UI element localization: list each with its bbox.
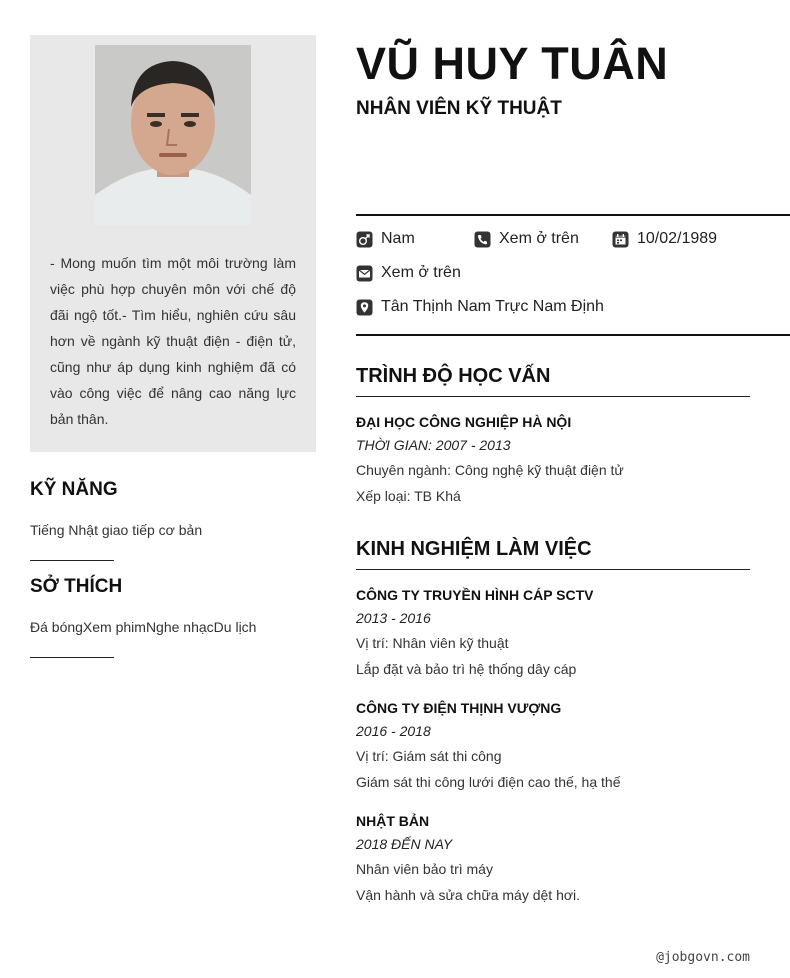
education-divider xyxy=(356,396,750,397)
experience-description: Lắp đặt và bảo trì hệ thống dây cáp xyxy=(356,661,577,677)
birthday-value: 10/02/1989 xyxy=(637,230,718,247)
gender-icon xyxy=(356,231,373,248)
hobbies-list: Đá bóngXem phimNghe nhạcDu lịch xyxy=(30,619,257,635)
skills-list: Tiếng Nhật giao tiếp cơ bản xyxy=(30,522,203,538)
portrait-image xyxy=(95,45,251,225)
education-title: TRÌNH ĐỘ HỌC VẤN xyxy=(356,365,551,387)
job-title: NHÂN VIÊN KỸ THUẬT xyxy=(356,98,562,119)
skills-divider xyxy=(30,560,114,561)
career-objective: - Mong muốn tìm một môi trường làm việc phù hợp chuyên môn với chế độ đãi ngộ tốt.- Tìm hiểu, nghiên cứu sâu hơn về ngành kỹ thuật điện - điện tử, cũng như áp dụng kinh nghiệm đã có vào công việc để nâng cao năng lực bản thân. xyxy=(50,255,296,427)
gender-value: Nam xyxy=(381,230,415,247)
skills-title: KỸ NĂNG xyxy=(30,479,118,500)
experience-description: Vận hành và sửa chữa máy dệt hơi. xyxy=(356,887,581,903)
experience-org: CÔNG TY ĐIỆN THỊNH VƯỢNG xyxy=(356,700,562,716)
education-major: Chuyên ngành: Công nghệ kỹ thuật điện tử xyxy=(356,462,624,478)
contact-bottom-divider xyxy=(356,334,790,336)
experience-org: CÔNG TY TRUYỀN HÌNH CÁP SCTV xyxy=(356,587,594,603)
contact-birthday xyxy=(612,230,717,248)
experience-time: 2013 - 2016 xyxy=(356,610,431,626)
contact-top-divider xyxy=(356,214,790,216)
address-value: Tân Thịnh Nam Trực Nam Định xyxy=(381,298,604,315)
profile-photo xyxy=(95,45,251,225)
experience-description: Giám sát thi công lưới điện cao thế, hạ thế xyxy=(356,774,621,790)
experience-position: Nhân viên bảo trì máy xyxy=(356,861,493,877)
footer-credit: @jobgovn.com xyxy=(656,950,750,965)
contact-address xyxy=(356,298,604,316)
experience-time: 2016 - 2018 xyxy=(356,723,431,739)
experience-position: Vị trí: Nhân viên kỹ thuật xyxy=(356,635,509,651)
education-grade: Xếp loại: TB Khá xyxy=(356,488,461,504)
experience-divider xyxy=(356,569,750,570)
contact-gender xyxy=(356,230,415,248)
experience-title: KINH NGHIỆM LÀM VIỆC xyxy=(356,538,592,560)
education-time: THỜI GIAN: 2007 - 2013 xyxy=(356,437,511,453)
profile-sidebar xyxy=(30,35,316,452)
phone-icon xyxy=(474,231,491,248)
candidate-name: VŨ HUY TUÂN xyxy=(356,38,669,89)
experience-org: NHẬT BẢN xyxy=(356,813,430,829)
contact-email xyxy=(356,264,461,282)
phone-value: Xem ở trên xyxy=(499,230,579,247)
email-icon xyxy=(356,265,373,282)
education-org: ĐẠI HỌC CÔNG NGHIỆP HÀ NỘI xyxy=(356,414,572,430)
calendar-icon xyxy=(612,231,629,248)
hobbies-title: SỞ THÍCH xyxy=(30,576,123,597)
location-icon xyxy=(356,299,373,316)
experience-position: Vị trí: Giám sát thi công xyxy=(356,748,502,764)
contact-phone xyxy=(474,230,579,248)
experience-time: 2018 ĐẾN NAY xyxy=(356,836,453,852)
email-value: Xem ở trên xyxy=(381,264,461,281)
hobbies-divider xyxy=(30,657,114,658)
